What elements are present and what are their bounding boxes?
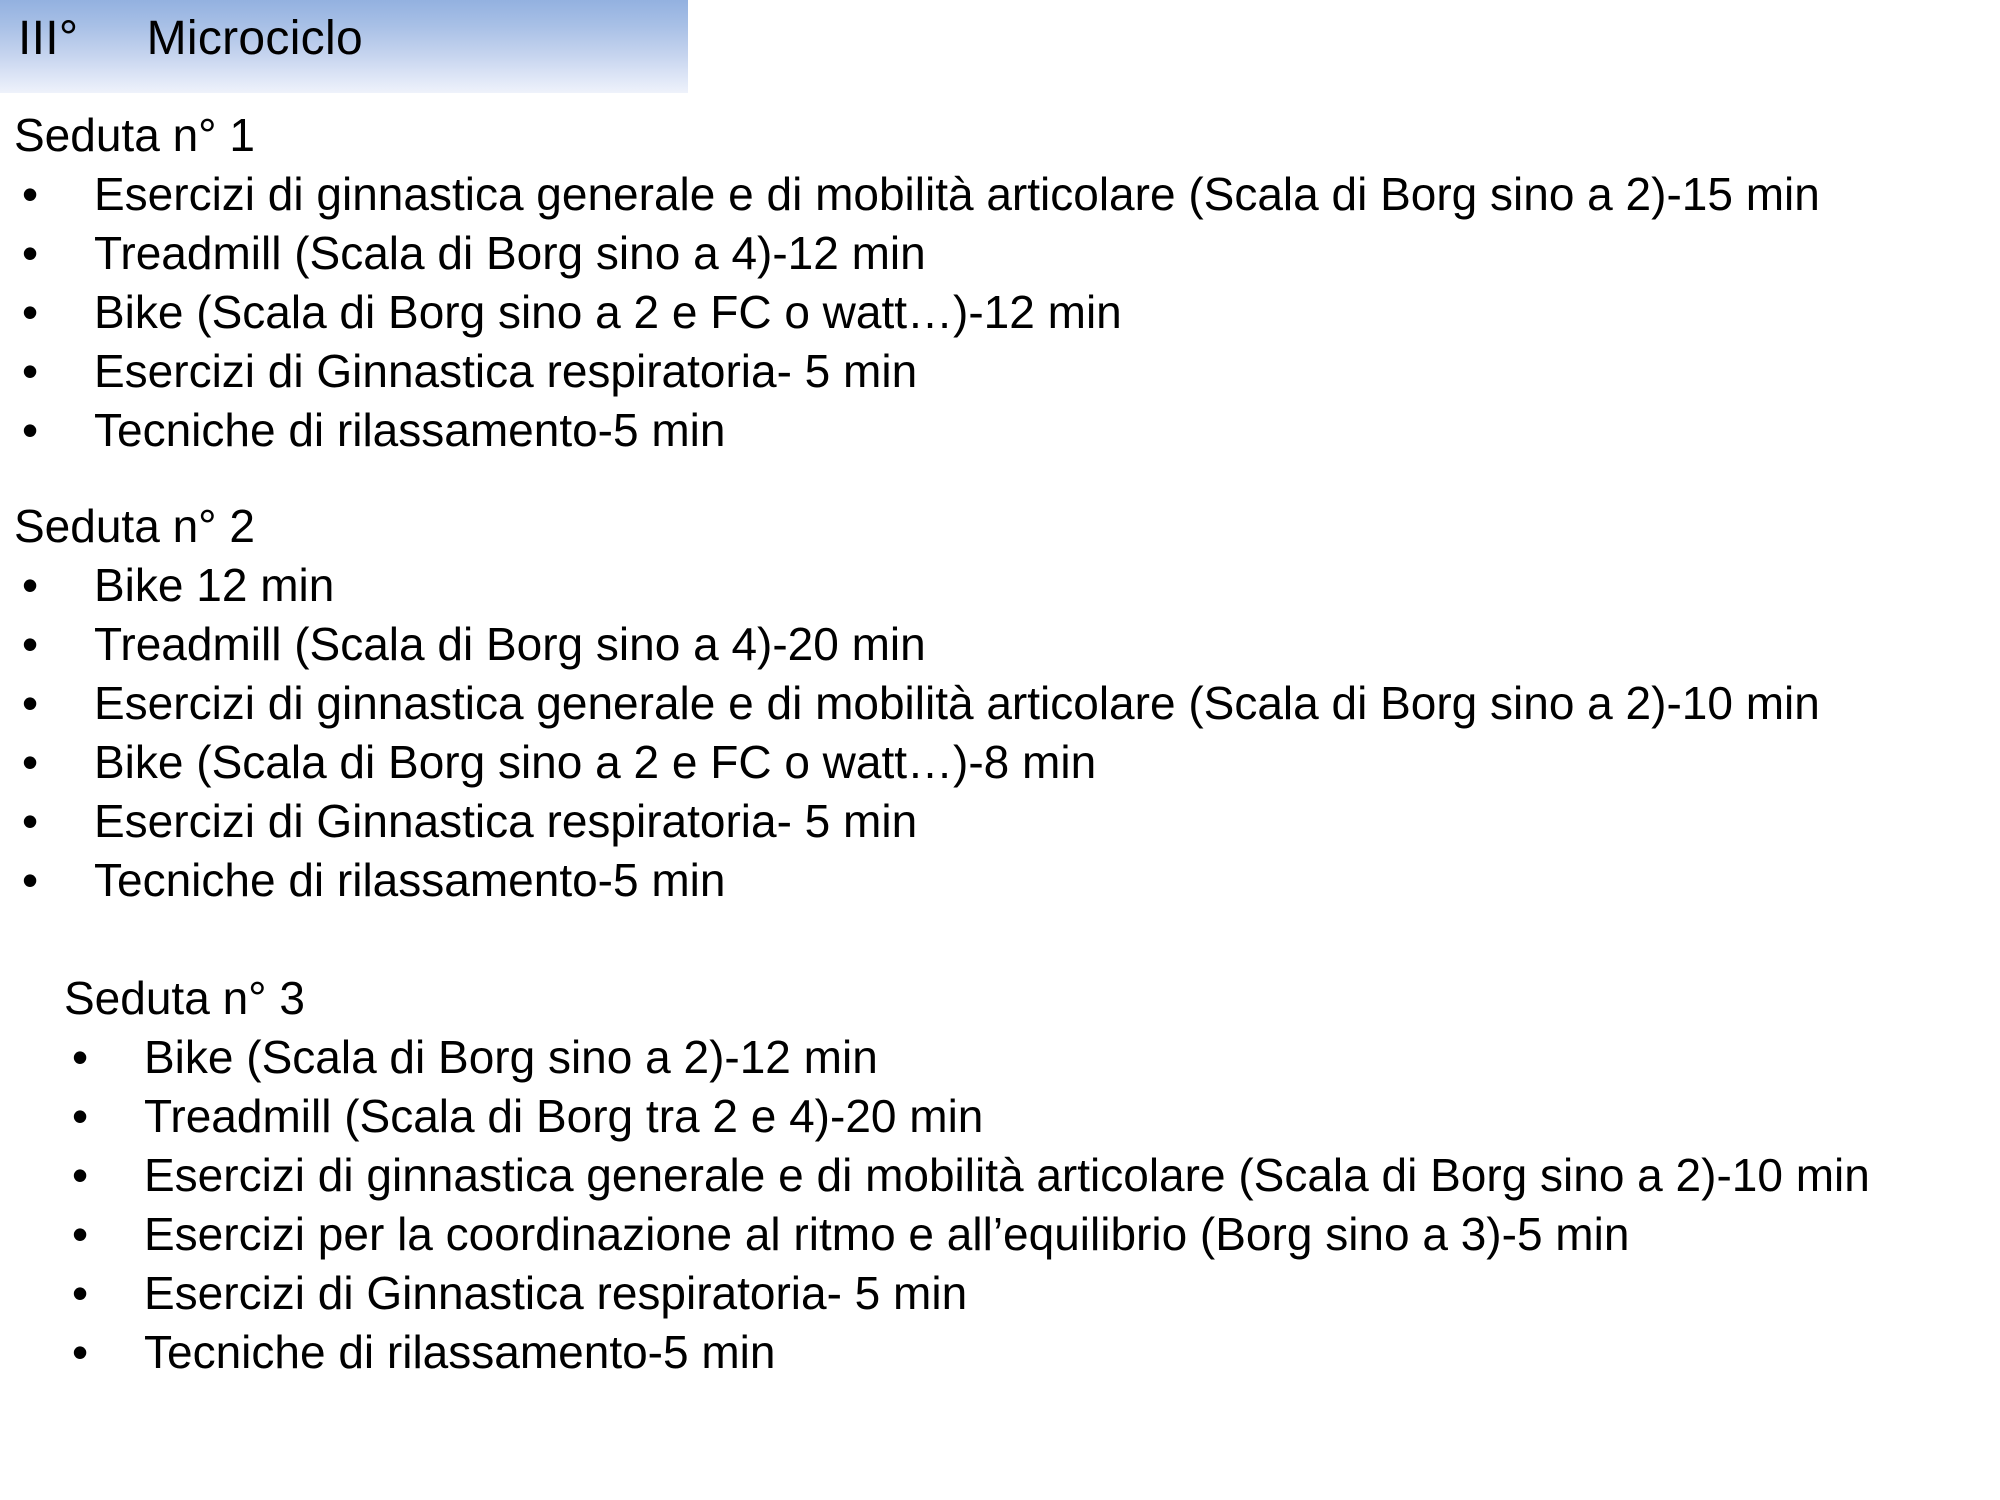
bullet-text: Esercizi di ginnastica generale e di mobilità articolare (Scala di Borg sino a 2)-10 min xyxy=(94,677,1820,729)
spacer-between-session-1-2 xyxy=(0,460,2000,496)
bullet-item xyxy=(14,615,2000,674)
bullet-item xyxy=(14,556,2000,615)
bullet-dot-icon: • xyxy=(22,286,39,338)
bullet-dot-icon: • xyxy=(22,854,39,906)
bullet-item xyxy=(64,1146,2000,1205)
bullet-item xyxy=(64,1028,2000,1087)
session-block-3 xyxy=(0,968,2000,1382)
bullet-dot-icon: • xyxy=(22,168,39,220)
bullet-item xyxy=(14,792,2000,851)
bullet-text: Tecniche di rilassamento-5 min xyxy=(94,854,726,906)
session-block-1 xyxy=(0,105,2000,460)
bullet-dot-icon: • xyxy=(72,1267,89,1319)
bullet-item xyxy=(14,401,2000,460)
bullet-text: Esercizi di ginnastica generale e di mobilità articolare (Scala di Borg sino a 2)-15 min xyxy=(94,168,1820,220)
slide-title: III° Microciclo xyxy=(18,12,363,65)
bullet-text: Esercizi di ginnastica generale e di mobilità articolare (Scala di Borg sino a 2)-10 min xyxy=(144,1149,1870,1201)
bullet-dot-icon: • xyxy=(22,345,39,397)
bullet-item xyxy=(14,165,2000,224)
spacer-between-session-2-3 xyxy=(0,910,2000,968)
slide-body xyxy=(0,93,2000,1382)
bullet-item xyxy=(14,733,2000,792)
bullet-dot-icon: • xyxy=(22,736,39,788)
session-heading-1: Seduta n° 1 xyxy=(14,109,255,161)
session-bullet-list-2 xyxy=(14,556,2000,910)
bullet-dot-icon: • xyxy=(22,677,39,729)
session-heading-3: Seduta n° 3 xyxy=(64,972,305,1024)
bullet-text: Bike (Scala di Borg sino a 2)-12 min xyxy=(144,1031,878,1083)
session-heading-2: Seduta n° 2 xyxy=(14,500,255,552)
bullet-item xyxy=(14,283,2000,342)
bullet-text: Bike (Scala di Borg sino a 2 e FC o watt…)-12 min xyxy=(94,286,1122,338)
session-block-2 xyxy=(0,496,2000,910)
session-bullet-list-1 xyxy=(14,165,2000,460)
bullet-text: Esercizi di Ginnastica respiratoria- 5 min xyxy=(144,1267,968,1319)
bullet-text: Treadmill (Scala di Borg tra 2 e 4)-20 min xyxy=(144,1090,984,1142)
bullet-dot-icon: • xyxy=(72,1326,89,1378)
session-bullet-list-3 xyxy=(64,1028,2000,1382)
bullet-text: Tecniche di rilassamento-5 min xyxy=(144,1326,776,1378)
bullet-dot-icon: • xyxy=(72,1090,89,1142)
bullet-dot-icon: • xyxy=(72,1208,89,1260)
bullet-item xyxy=(14,224,2000,283)
bullet-dot-icon: • xyxy=(22,404,39,456)
bullet-text: Treadmill (Scala di Borg sino a 4)-20 min xyxy=(94,618,926,670)
spacer-top xyxy=(0,93,2000,105)
bullet-item xyxy=(64,1264,2000,1323)
bullet-text: Esercizi di Ginnastica respiratoria- 5 min xyxy=(94,795,918,847)
bullet-item xyxy=(14,342,2000,401)
bullet-text: Esercizi di Ginnastica respiratoria- 5 min xyxy=(94,345,918,397)
bullet-dot-icon: • xyxy=(22,795,39,847)
bullet-dot-icon: • xyxy=(22,227,39,279)
bullet-item xyxy=(64,1087,2000,1146)
bullet-item xyxy=(14,674,2000,733)
bullet-item xyxy=(64,1323,2000,1382)
bullet-item xyxy=(14,851,2000,910)
bullet-dot-icon: • xyxy=(22,559,39,611)
slide-title-bar xyxy=(0,0,688,93)
bullet-dot-icon: • xyxy=(72,1031,89,1083)
bullet-text: Bike 12 min xyxy=(94,559,335,611)
bullet-text: Bike (Scala di Borg sino a 2 e FC o watt…)-8 min xyxy=(94,736,1097,788)
bullet-text: Treadmill (Scala di Borg sino a 4)-12 min xyxy=(94,227,926,279)
bullet-text: Esercizi per la coordinazione al ritmo e all’equilibrio (Borg sino a 3)-5 min xyxy=(144,1208,1630,1260)
bullet-text: Tecniche di rilassamento-5 min xyxy=(94,404,726,456)
bullet-dot-icon: • xyxy=(22,618,39,670)
bullet-dot-icon: • xyxy=(72,1149,89,1201)
bullet-item xyxy=(64,1205,2000,1264)
